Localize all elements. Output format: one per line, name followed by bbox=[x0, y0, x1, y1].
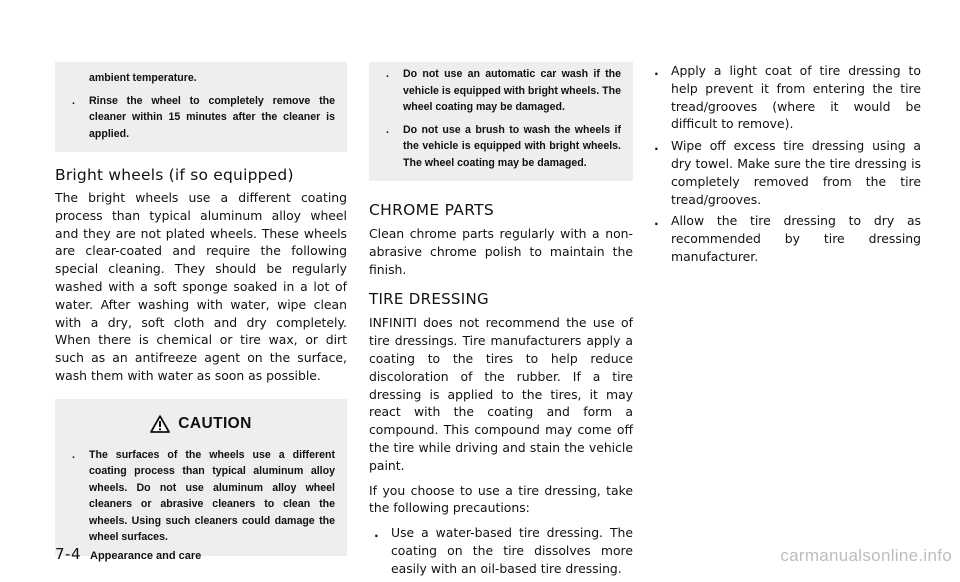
list-item bbox=[649, 62, 921, 133]
footer-section-title: Appearance and care bbox=[90, 550, 202, 562]
page-number: 7-4 bbox=[55, 545, 81, 563]
caution-item-text: The surfaces of the wheels use a different coating process than typical aluminum alloy wheels. Do not use aluminum alloy wheel cleaners or abrasive cleaners to clean the wheels. Using such cleaners could damage the wheel surfaces. bbox=[89, 448, 335, 544]
bullet: . bbox=[374, 525, 379, 541]
section-heading-chrome-parts: CHROME PARTS bbox=[369, 201, 495, 219]
bright-wheels-body: The bright wheels use a different coating process than typical aluminum alloy wheel and they are not plated wheels. These wheels are clear-coated and require the following special cleaning. They should be regularly washed with a soft sponge soaked in a lot of water. After washing with water, wipe clean with a dry, soft cloth and dry completely. When there is chemical or tire wax, or dirt such as an antifreeze agent on the surface, wash them with water as soon as possible. bbox=[55, 190, 347, 383]
list-item-text: Wipe off excess tire dressing using a dry towel. Make sure the tire dressing is completely removed from the tire tread/grooves. bbox=[671, 138, 921, 207]
tire-dressing-intro: If you choose to use a tire dressing, take the following precautions: bbox=[369, 482, 633, 516]
caution-list bbox=[381, 66, 621, 171]
bullet: . bbox=[654, 63, 659, 78]
column-right bbox=[649, 62, 921, 270]
section-heading-bright-wheels: Bright wheels (if so equipped) bbox=[55, 166, 294, 184]
warning-triangle-icon bbox=[150, 415, 170, 433]
list-item-text: Apply a light coat of tire dressing to help prevent it from entering the tire tread/grooves (where it would be difficult to remove). bbox=[671, 63, 921, 132]
caution-item bbox=[67, 447, 335, 546]
caution-list bbox=[67, 93, 335, 143]
caution-item bbox=[67, 93, 335, 143]
bullet: . bbox=[386, 68, 389, 80]
caution-header bbox=[67, 399, 335, 447]
caution-box bbox=[55, 399, 347, 556]
list-item bbox=[369, 524, 633, 577]
caution-continued-text: ambient temperature. bbox=[89, 72, 197, 84]
list-item bbox=[649, 137, 921, 208]
column-left bbox=[55, 62, 347, 556]
list-item-text: Use a water-based tire dressing. The coating on the tire dissolves more easily with an oil-based tire dressing. bbox=[391, 525, 633, 576]
caution-list bbox=[67, 447, 335, 546]
watermark: carmanualsonline.info bbox=[780, 546, 952, 565]
column-middle bbox=[369, 62, 633, 582]
caution-item bbox=[381, 66, 621, 116]
caution-box-continued bbox=[55, 62, 347, 152]
chrome-parts-body: Clean chrome parts regularly with a non-abrasive chrome polish to maintain the finish. bbox=[369, 226, 633, 277]
caution-item-text: Rinse the wheel to completely remove the cleaner within 15 minutes after the cleaner is applied. bbox=[89, 94, 335, 140]
list-item bbox=[649, 212, 921, 265]
bullet: . bbox=[72, 448, 75, 461]
caution-label: CAUTION bbox=[178, 414, 252, 432]
bullet: . bbox=[654, 138, 659, 154]
caution-item bbox=[381, 122, 621, 172]
tire-dressing-body: INFINITI does not recommend the use of tire dressings. Tire manufacturers apply a coating to the tires to help reduce discoloration of the rubber. If a tire dressing is applied to the tires, it may react with the coating and form a compound. This compound may come off the tire while driving and stain the vehicle paint. bbox=[369, 315, 633, 473]
caution-item-text: Do not use a brush to wash the wheels if the vehicle is equipped with bright wheels. The wheel coating may be damaged. bbox=[403, 123, 621, 169]
bullet: . bbox=[386, 123, 389, 136]
tire-dressing-list bbox=[649, 62, 921, 266]
section-heading-tire-dressing: TIRE DRESSING bbox=[369, 290, 489, 309]
bullet: . bbox=[72, 94, 75, 107]
list-item-text: Allow the tire dressing to dry as recommended by tire dressing manufacturer. bbox=[671, 213, 921, 264]
caution-box-continued bbox=[369, 62, 633, 181]
tire-dressing-list bbox=[369, 524, 633, 577]
bullet: . bbox=[654, 213, 659, 229]
page-footer bbox=[55, 545, 201, 563]
caution-item-text: Do not use an automatic car wash if the vehicle is equipped with bright wheels. The wheel coating may be damaged. bbox=[403, 68, 621, 113]
